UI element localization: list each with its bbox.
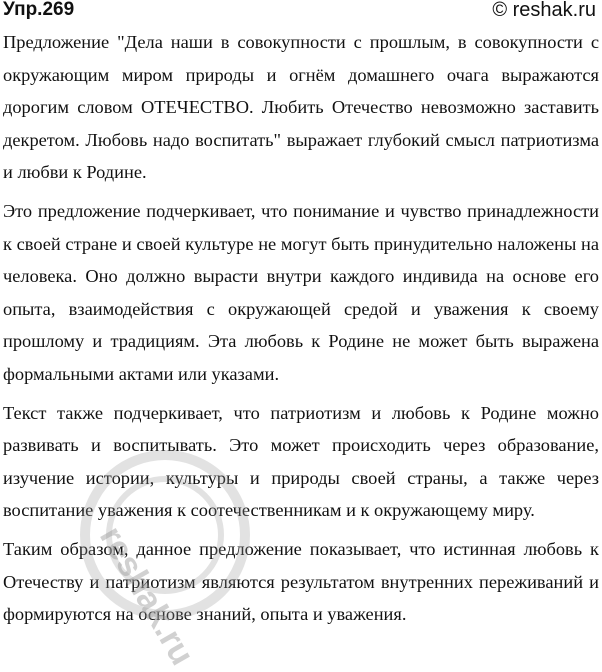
site-credit[interactable]: © reshak.ru: [492, 0, 596, 21]
paragraph-2: Это предложение подчеркивает, что понимание и чувство принадлежности к своей стране и своей культуре не могут быть принудительно наложены на человека. Оно должно вырасти внутри каждого индивида на основе его опыта, взаимодействия с окружающей средой и уважения к своему прошлому и традициям. Эта любовь к Родине не может быть выражена формальными актами или указами.: [3, 200, 599, 384]
paragraph-4: Таким образом, данное предложение показывает, что истинная любовь к Отечеству и патриотизм являются результатом внутренних переживаний и формируются на основе знаний, опыта и уважения.: [3, 538, 599, 625]
paragraph-1: Предложение "Дела наши в совокупности с прошлым, в совокупности с окружающим миром природы и огнём домашнего очага выражаются дорогим словом ОТЕЧЕСТВО. Любить Отечество невозможно заставить декретом. Любовь надо воспитать" выражает глубокий смысл патриотизма и любви к Родине.: [3, 32, 599, 183]
page-header: [3, 0, 596, 26]
answer-text: [3, 26, 599, 637]
exercise-title: Упр.269: [3, 0, 75, 20]
watermark-text: reshak.ru: [92, 520, 202, 672]
paragraph-3: Текст также подчеркивает, что патриотизм и любовь к Родине можно развивать и воспитывать. Это может происходить через образование, изучение истории, культуры и природы своей страны, а также через воспитание уважения к соотечественникам и к окружающему миру.: [3, 402, 599, 521]
